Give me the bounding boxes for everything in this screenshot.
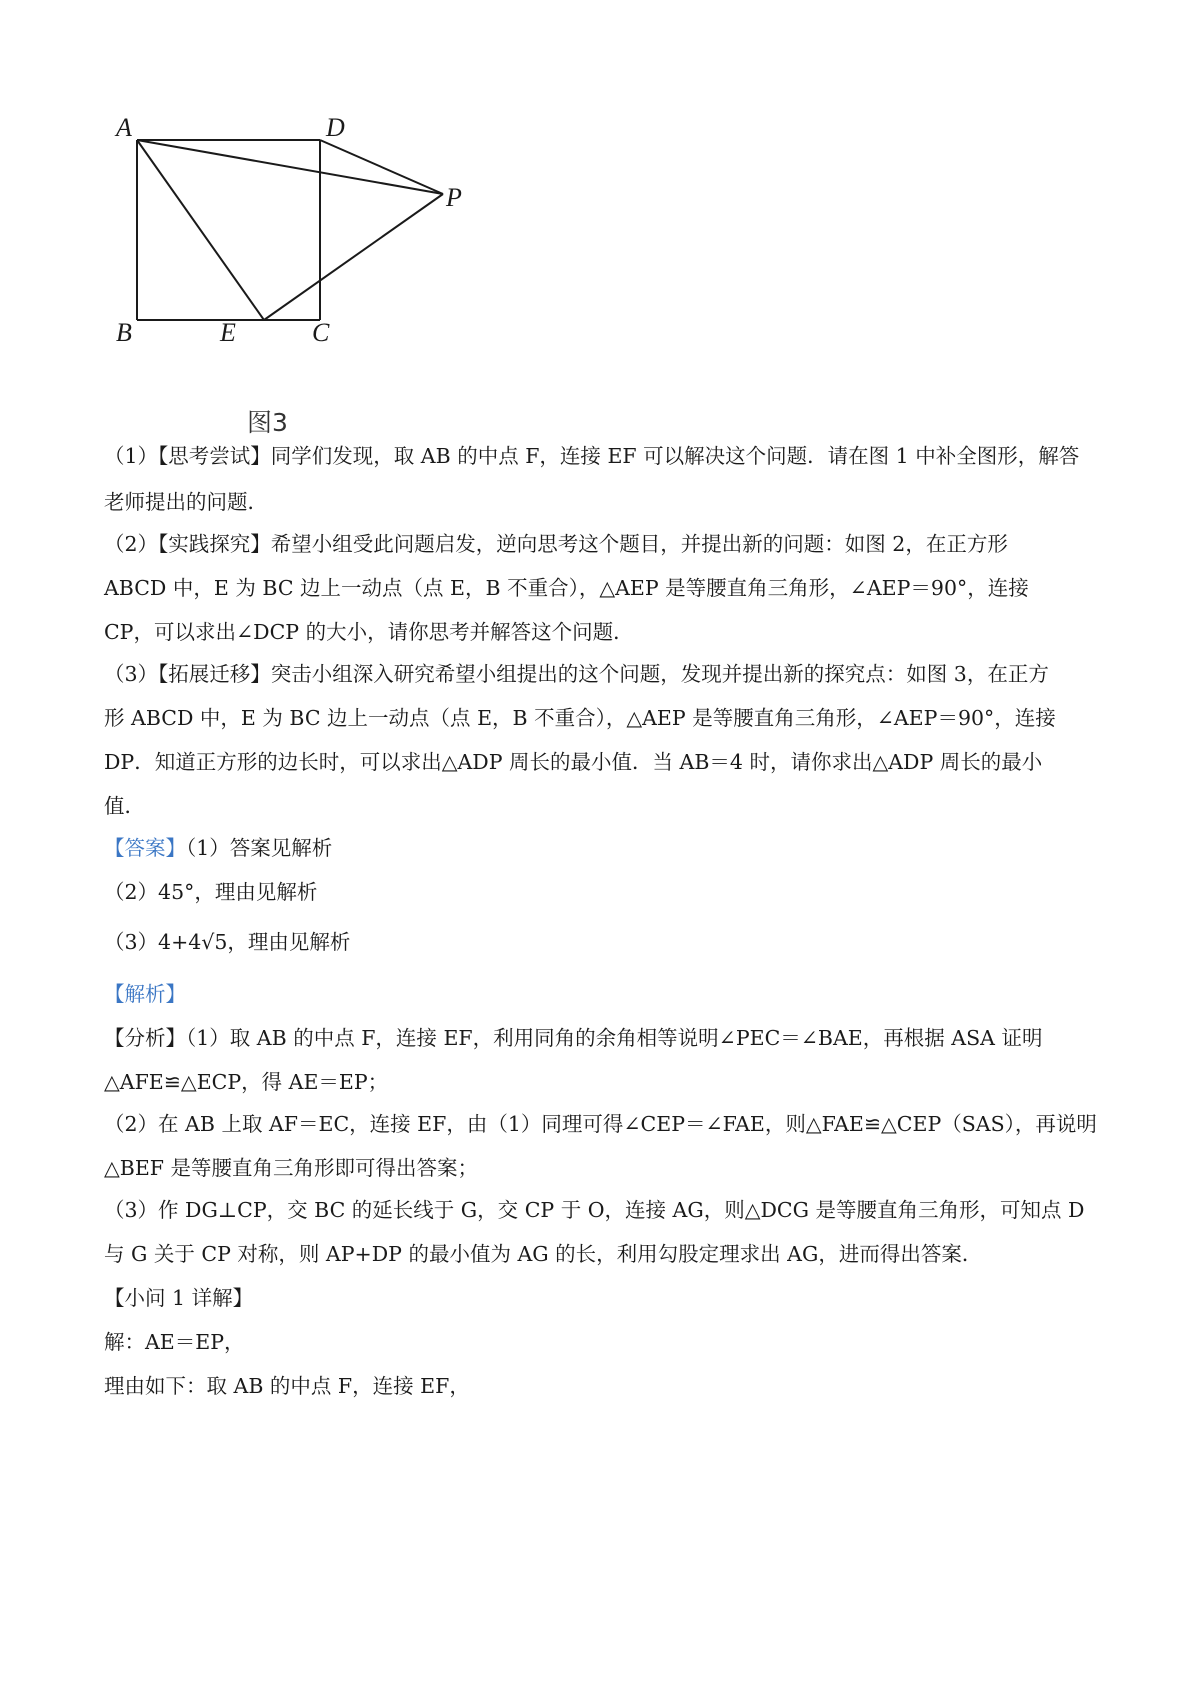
answer-line [104,834,332,862]
figure-3-diagram [100,110,520,370]
answer-text: （1）答案见解析 [186,836,333,860]
segment-DP [320,140,443,194]
text-line: 老师提出的问题． [104,490,268,514]
point-label-C: C [312,318,330,347]
point-label-B: B [116,318,132,347]
text-line: 形 ABCD 中，E 为 BC 边上一动点（点 E，B 不重合），△AEP 是等腰直角三角形，∠AEP＝90°，连接 [104,706,1056,730]
segment-AE [137,140,264,320]
point-label-A: A [116,113,132,142]
text-line: CP，可以求出∠DCP 的大小，请你思考并解答这个问题． [104,620,634,644]
text-line: 【小问 1 详解】 [104,1286,254,1310]
text-line: 解：AE＝EP， [104,1330,245,1354]
text-line: △AFE≌△ECP，得 AE＝EP； [104,1070,389,1094]
text-line: △BEF 是等腰直角三角形即可得出答案； [104,1156,479,1180]
text-line: DP．知道正方形的边长时，可以求出△ADP 周长的最小值．当 AB＝4 时，请你求出△ADP 周长的最小 [104,750,1043,774]
text-line: （2）45°，理由见解析 [104,880,318,904]
point-label-E: E [220,318,236,347]
point-label-P: P [446,183,462,212]
text-line: （2）在 AB 上取 AF＝EC，连接 EF，由（1）同理可得∠CEP＝∠FAE，则△FAE≌△CEP（SAS），再说明 [104,1112,1097,1136]
geometry-figure [100,110,520,450]
segment-AP [137,140,443,194]
point-label-D: D [326,113,345,142]
text-line: （2）【实践探究】希望小组受此问题启发，逆向思考这个题目，并提出新的问题：如图 2，在正方形 [104,532,1008,556]
text-line: （3）4+4√5，理由见解析 [104,930,351,954]
segment-EP [264,194,443,320]
text-line: 值． [104,794,145,818]
analysis-tag: 【解析】 [104,982,186,1006]
text-line: 【分析】（1）取 AB 的中点 F，连接 EF，利用同角的余角相等说明∠PEC＝∠BAE，再根据 ASA 证明 [104,1026,1043,1050]
text-line: （1）【思考尝试】同学们发现，取 AB 的中点 F，连接 EF 可以解决这个问题．请在图 1 中补全图形，解答 [104,444,1080,468]
analysis-heading [104,980,186,1008]
figure-caption: 图3 [247,408,288,437]
text-line: （3）作 DG⊥CP，交 BC 的延长线于 G，交 CP 于 O，连接 AG，则△DCG 是等腰直角三角形，可知点 D [104,1198,1085,1222]
text-line: （3）【拓展迁移】突击小组深入研究希望小组提出的这个问题，发现并提出新的探究点：如图 3，在正方 [104,662,1049,686]
answer-tag: 【答案】 [104,836,186,860]
text-line: 理由如下：取 AB 的中点 F，连接 EF， [104,1374,470,1398]
text-line: 与 G 关于 CP 对称，则 AP+DP 的最小值为 AG 的长，利用勾股定理求出 AG，进而得出答案． [104,1242,983,1266]
text-line: ABCD 中，E 为 BC 边上一动点（点 E，B 不重合），△AEP 是等腰直角三角形，∠AEP＝90°，连接 [104,576,1029,600]
